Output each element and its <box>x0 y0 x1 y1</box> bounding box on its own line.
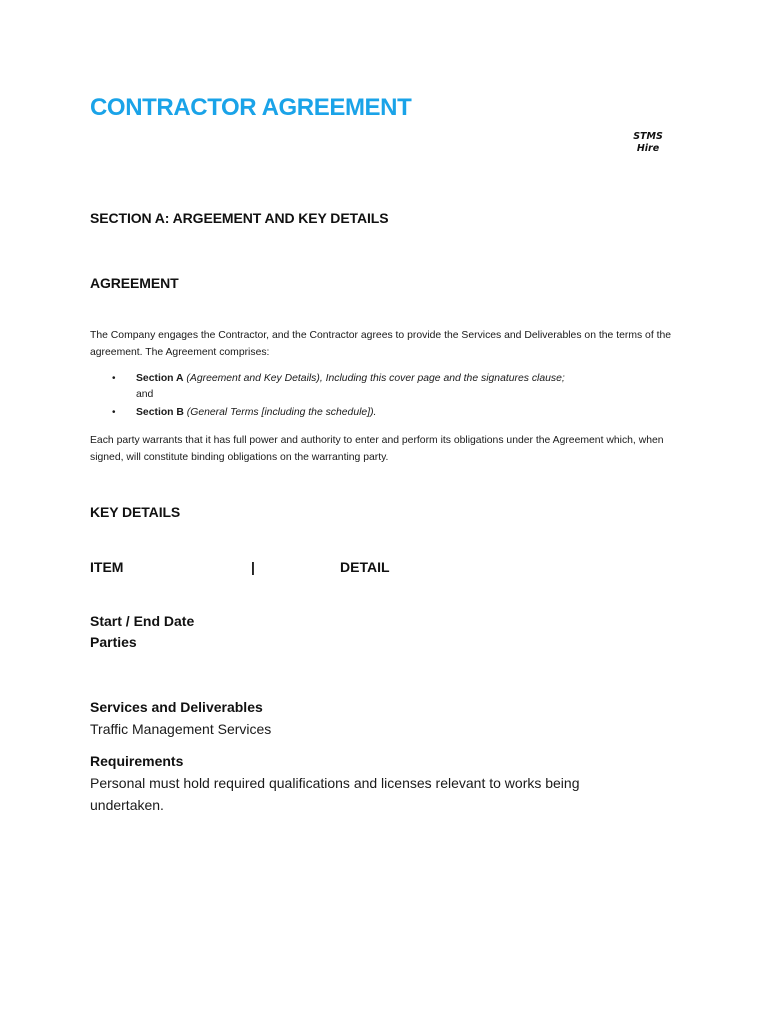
list-item-description: (General Terms [including the schedule]). <box>183 407 377 418</box>
document-title: CONTRACTOR AGREEMENT <box>90 94 412 121</box>
services-value: Traffic Management Services <box>90 721 272 737</box>
list-item <box>110 371 670 403</box>
company-logo <box>618 131 678 155</box>
logo-line-2: Hire <box>636 143 660 154</box>
agreement-heading: AGREEMENT <box>90 275 179 291</box>
requirements-label: Requirements <box>90 753 184 769</box>
start-end-date-label: Start / End Date <box>90 613 195 629</box>
parties-label: Parties <box>90 634 137 650</box>
list-item-tail: and <box>136 389 154 400</box>
list-item-title: Section B <box>136 407 184 418</box>
list-item-description: (Agreement and Key Details), Including this cover page and the signatures clause; <box>183 373 565 384</box>
section-a-heading: SECTION A: ARGEEMENT AND KEY DETAILS <box>90 210 389 226</box>
logo-line-1: STMS <box>633 131 663 142</box>
warranty-paragraph: Each party warrants that it has full power and authority to enter and perform its obligations under the Agreement which, when signed, will constitute binding obligations on the warranting party. <box>90 435 664 463</box>
key-details-heading: KEY DETAILS <box>90 504 181 520</box>
column-header-detail: DETAIL <box>340 559 390 575</box>
services-label: Services and Deliverables <box>90 699 263 715</box>
requirements-value: Personal must hold required qualifications and licenses relevant to works being undertaken. <box>90 775 580 813</box>
agreement-intro: The Company engages the Contractor, and the Contractor agrees to provide the Services and Deliverables on the terms of the agreement. The Agreement comprises: <box>90 330 672 358</box>
column-separator: | <box>251 559 255 575</box>
column-header-item: ITEM <box>90 559 124 575</box>
agreement-components-list <box>110 371 670 421</box>
list-item-title: Section A <box>136 373 184 384</box>
bullet-icon: • <box>112 407 116 418</box>
list-item <box>110 405 670 421</box>
bullet-icon: • <box>112 373 116 384</box>
